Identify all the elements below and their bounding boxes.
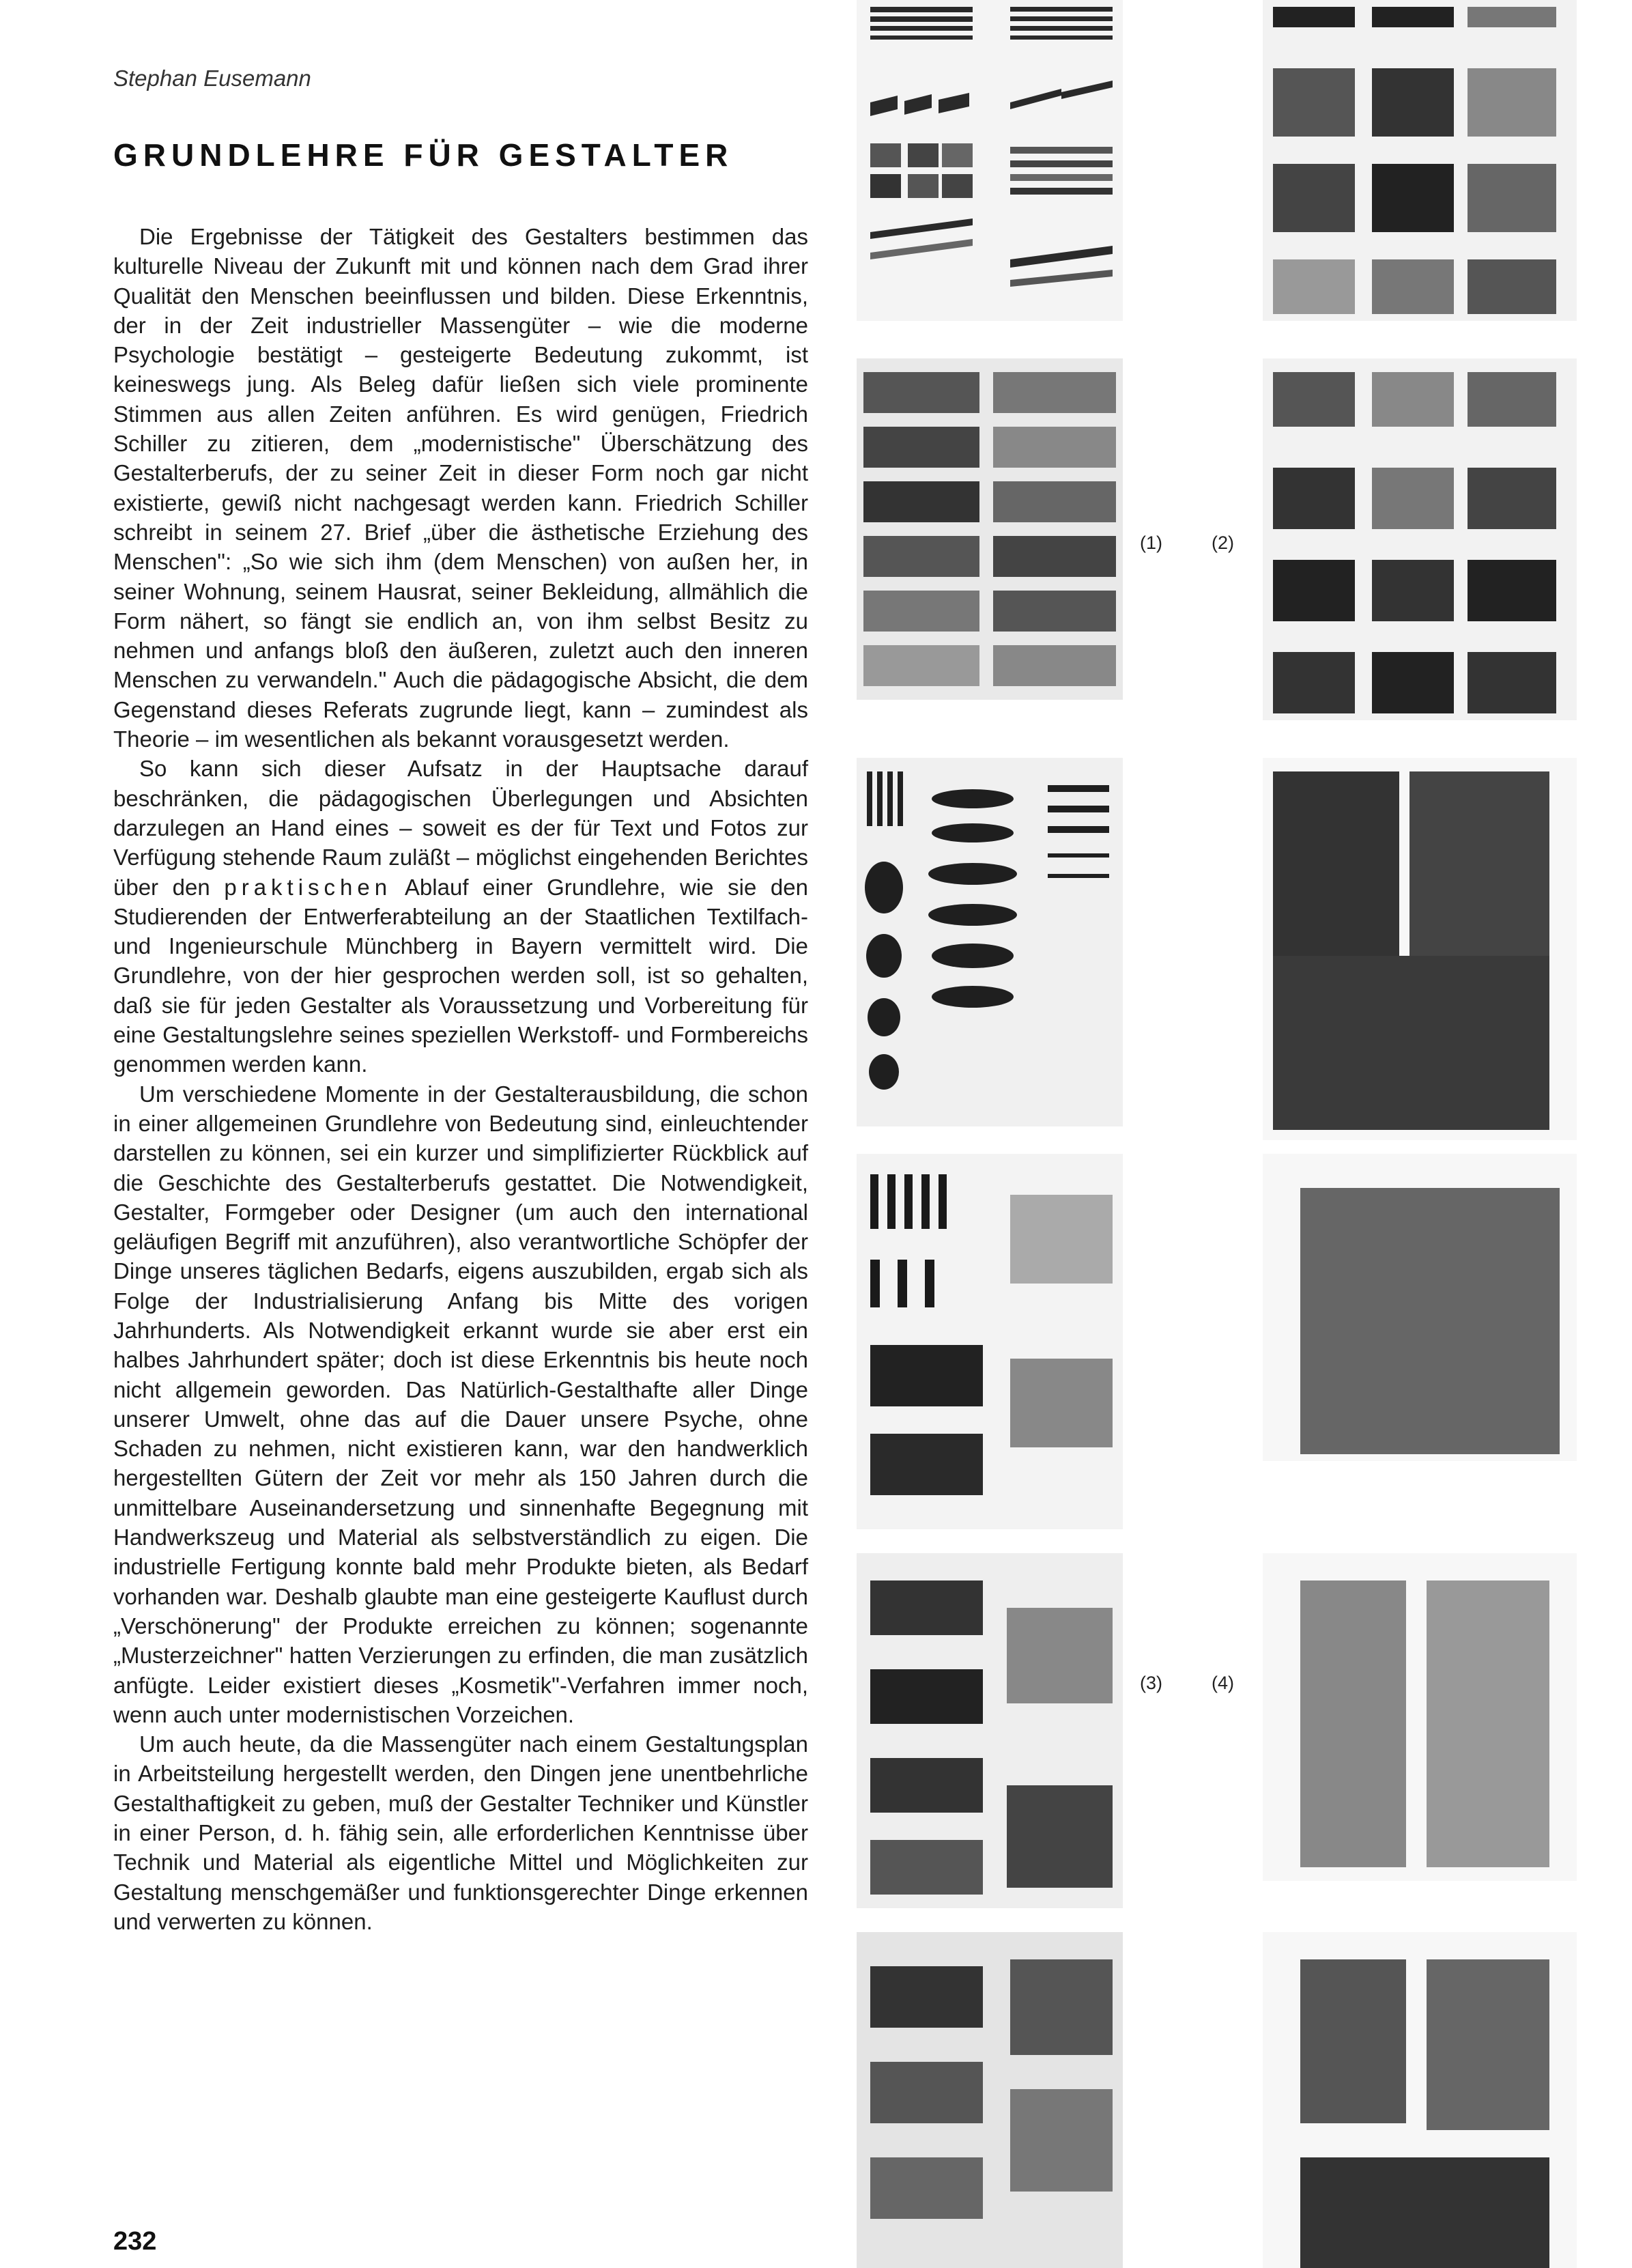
plate-texture-squares xyxy=(1263,1154,1577,1461)
plate-textures xyxy=(857,358,1123,700)
paragraph-4: Um auch heute, da die Massengüter nach einem Gestaltungsplan in Arbeitsteilung hergestellt werden, den Dingen jene unentbehrliche Gestalthaftigkeit zu geben, muß der Gestalter Techniker und Künstler in einer Person, d. h. fähig sein, alle erforderlichen Kenntnisse über Technik und Material als eigentliche Mittel und Möglichkeiten zur Gestaltung menschgemäßer und funktionsgerechter Dinge erkennen und verwerten zu können. xyxy=(113,1731,808,1934)
plate-woven-stripes xyxy=(857,1553,1123,1908)
page-number: 232 xyxy=(113,2227,157,2256)
article-title: GRUNDLEHRE FÜR GESTALTER xyxy=(113,137,734,173)
paragraph-2-end: Ablauf einer Grundlehre, wie sie den Studierenden der Entwerferabteilung an der Staatlichen Textilfach- und Ingenieurschule Münchberg in Bayern vermittelt wird. Die Grundlehre, von der hier gesprochen werden soll, ist so gehalten, daß sie für jeden Gestalter als Voraussetzung und Vorbereitung für eine Gestaltungslehre seines speziellen Werkstoff- und Formbereichs genommen werden kann. xyxy=(113,874,808,1077)
plate-stripes-checks xyxy=(857,1154,1123,1529)
triangle-field-image xyxy=(1263,758,1577,1140)
paragraph-3: Um verschiedene Momente in der Gestalterausbildung, die schon in einer allgemeinen Grundlehre von Bedeutung sind, einleuchtender darstellen zu können, sei ein kurzer und simplifizierter Rückblick auf die Geschichte des Gestalterberufs gestattet. Die Notwendigkeit, Gestalter, Formgeber oder Designer (um auch den international geläufigen Begriff mit anzuführen), also verantwortliche Schöpfer der Dinge unseres täglichen Bedarfs, eigens auszubilden, ergab sich als Folge der Industrialisierung Anfang bis Mitte des vorigen Jahrhunderts. Als Notwendigkeit erkannt wurde sie aber erst ein halbes Jahrhundert später; doch ist diese Erkenntnis bis heute noch nicht allgemein geworden. Das Natürlich-Gestalthafte aller Dinge unserer Umwelt, ohne das auf die Dauer unsere Psyche, ohne Schaden zu nehmen, nicht existieren kann, war den handwerklich hergestellten Gütern der Zeit vor mehr als 150 Jahren durch die unmittelbare Auseinandersetzung und sinnenhafte Begegnung mit Handwerkszeug und Material als selbstverständlich zu eigen. Die industrielle Fertigung konnte bald mehr Produkte bieten, als Bedarf vorhanden war. Deshalb glaubte man eine gesteigerte Kauflust durch „Verschönerung" der Produkte erreichen zu können; sogenannte „Musterzeichner" hatten Verzierungen zu erfinden, die man zusätzlich anfügte. Leider existiert dieses „Kosmetik"-Verfahren immer noch, wenn auch unter modernistischen Vorzeichen. xyxy=(113,1081,808,1727)
plate-triangle-field xyxy=(1263,758,1577,1140)
caption-3: (3) xyxy=(1140,1673,1162,1693)
grid-weaves-image xyxy=(1263,1932,1577,2268)
texture-squares-image xyxy=(1263,1154,1577,1461)
plate-brush-strokes xyxy=(857,0,1123,321)
textures-image xyxy=(857,358,1123,700)
pattern-grid-image xyxy=(1263,358,1577,720)
geometric-patterns-image xyxy=(1263,0,1577,321)
caption-1: (1) xyxy=(1140,533,1162,553)
woven-stripes-image xyxy=(857,1553,1123,1908)
plate-checks xyxy=(857,1932,1123,2268)
plate-brush-shapes xyxy=(857,758,1123,1126)
paragraph-1: Die Ergebnisse der Tätigkeit des Gestalters bestimmen das kulturelle Niveau der Zukunft mit und können nach dem Grad ihrer Qualität den Menschen beeinflussen und bilden. Diese Erkenntnis, der in der Zeit industrieller Massengüter – wie die moderne Psychologie bestätigt – gesteigerte Bedeutung zukommt, ist keineswegs jung. Als Beleg dafür ließen sich viele prominente Stimmen aus allen Zeiten anführen. Es wird genügen, Friedrich Schiller zu zitieren, dem „modernistische" Überschätzung des Gestalterberufs, der zu seiner Zeit in dieser Form noch gar nicht existierte, gewiß nicht nachgesagt werden kann. Friedrich Schiller schreibt in seinem 27. Brief „über die ästhetische Erziehung des Menschen": „So wie sich ihm (dem Menschen) von außen her, in seiner Wohnung, seinem Hausrat, seiner Bekleidung, allmählich die Form nähert, so fängt sie endlich an, von ihm selbst Besitz zu nehmen und anfangs bloß den äußeren, zuletzt auch den inneren Menschen zu verwandeln." Auch die pädagogische Absicht, die dem Gegenstand dieses Referats zugrunde liegt, kann – zumindest als Theorie – im wesentlichen als bekannt vorausgesetzt werden. xyxy=(113,224,808,752)
stripes-checks-image xyxy=(857,1154,1123,1529)
article-body xyxy=(113,222,808,1936)
plate-geometric-patterns xyxy=(1263,0,1577,321)
plate-pattern-grid xyxy=(1263,358,1577,720)
caption-4: (4) xyxy=(1212,1673,1234,1693)
paragraph-2-start: So kann sich dieser Aufsatz in der Hauptsache darauf beschränken, die pädagogischen Überlegungen und Absichten darzulegen an Hand eines – soweit es der für Text und Fotos zur Verfügung stehende Raum zuläßt – möglichst eingehenden Berichtes über den xyxy=(113,756,808,900)
dot-gradients-image xyxy=(1263,1553,1577,1881)
figure-column xyxy=(857,0,1614,2268)
caption-2: (2) xyxy=(1212,533,1234,553)
author-name: Stephan Eusemann xyxy=(113,66,311,91)
emphasis-praktischen: praktischen xyxy=(224,874,392,900)
paragraph-2 xyxy=(113,754,808,1079)
plate-grid-weaves xyxy=(1263,1932,1577,2268)
brush-strokes-image xyxy=(857,0,1123,321)
plate-dot-gradients xyxy=(1263,1553,1577,1881)
brush-shapes-image xyxy=(857,758,1123,1126)
checks-image xyxy=(857,1932,1123,2268)
